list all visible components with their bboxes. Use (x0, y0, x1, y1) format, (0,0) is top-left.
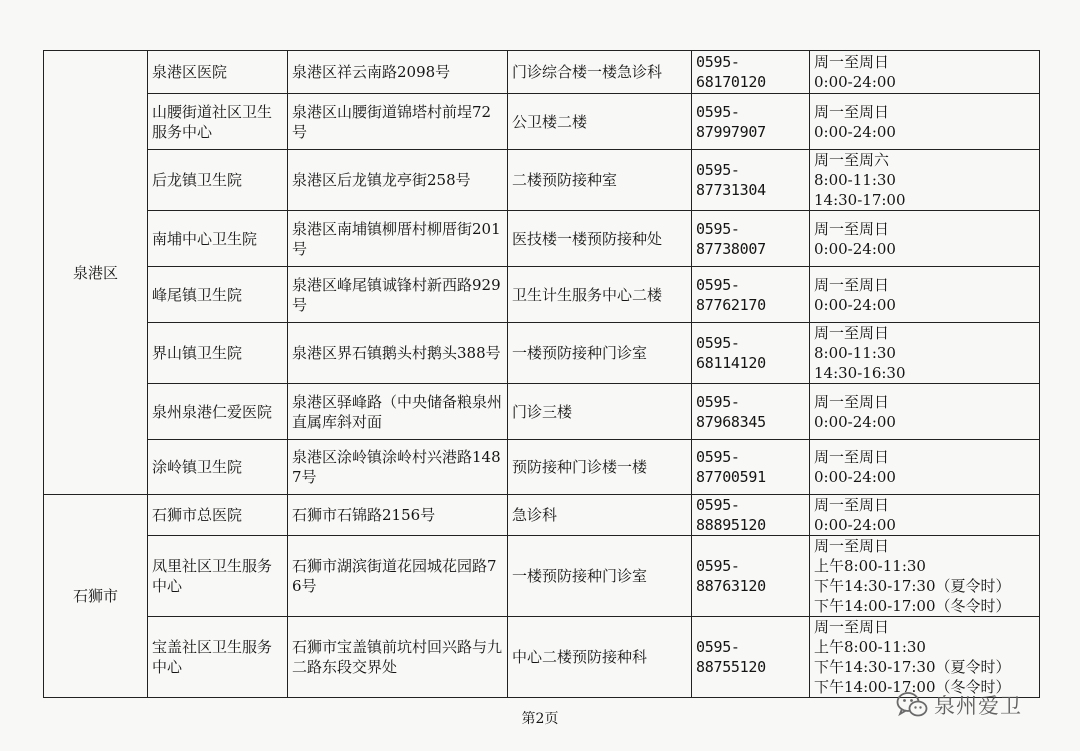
table-row (44, 94, 1040, 150)
hours-cell (810, 440, 1040, 495)
district-cell: 泉港区 (44, 51, 148, 495)
hours-line: 下午14:30-17:30（夏令时） (814, 577, 1011, 595)
hours-line: 下午14:30-17:30（夏令时） (814, 658, 1011, 676)
watermark-text: 泉州爱卫 (934, 694, 1022, 718)
address-cell: 泉港区南埔镇柳厝村柳厝街201号 (288, 211, 508, 267)
hours-cell (810, 384, 1040, 440)
hours-line: 0:00-24:00 (814, 122, 896, 141)
hours-cell (810, 51, 1040, 94)
table-row (44, 267, 1040, 323)
hours-line: 14:30-17:00 (814, 191, 906, 209)
phone-cell: 0595-87700591 (692, 440, 810, 495)
hours-line: 周一至周日 (814, 219, 890, 238)
facility-name-cell: 峰尾镇卫生院 (148, 267, 288, 323)
hours-cell (810, 495, 1040, 536)
hours-cell (810, 150, 1040, 211)
phone-cell: 0595-68170120 (692, 51, 810, 94)
hours-line: 8:00-11:30 (814, 344, 896, 362)
address-cell: 泉港区后龙镇龙亭街258号 (288, 150, 508, 211)
address-cell: 泉港区峰尾镇诚锋村新西路929号 (288, 267, 508, 323)
hours-cell (810, 536, 1040, 617)
department-cell: 中心二楼预防接种科 (508, 617, 692, 698)
facility-name-cell: 涂岭镇卫生院 (148, 440, 288, 495)
hours-cell (810, 617, 1040, 698)
hours-line: 周一至周六 (814, 151, 890, 169)
address-cell: 泉港区山腰街道锦塔村前埕72号 (288, 94, 508, 150)
hours-line: 0:00-24:00 (814, 468, 896, 486)
address-cell: 泉港区涂岭镇涂岭村兴港路1487号 (288, 440, 508, 495)
facility-name-cell: 界山镇卫生院 (148, 323, 288, 384)
hours-cell (810, 267, 1040, 323)
vaccination-sites-table (43, 50, 1040, 698)
hours-line: 周一至周日 (814, 324, 890, 342)
facility-name-cell: 南埔中心卫生院 (148, 211, 288, 267)
table-row (44, 617, 1040, 698)
district-cell: 石狮市 (44, 495, 148, 698)
department-cell: 预防接种门诊楼一楼 (508, 440, 692, 495)
hours-line: 周一至周日 (814, 496, 890, 514)
phone-cell: 0595-88755120 (692, 617, 810, 698)
hours-line: 0:00-24:00 (814, 239, 896, 258)
hours-line: 8:00-11:30 (814, 171, 896, 189)
hours-cell (810, 323, 1040, 384)
address-cell: 泉港区驿峰路（中央储备粮泉州直属库斜对面 (288, 384, 508, 440)
facility-name-cell: 泉港区医院 (148, 51, 288, 94)
facility-name-cell: 泉州泉港仁爱医院 (148, 384, 288, 440)
department-cell: 一楼预防接种门诊室 (508, 323, 692, 384)
hours-cell (810, 94, 1040, 150)
hours-line: 0:00-24:00 (814, 412, 896, 431)
address-cell: 石狮市石锦路2156号 (288, 495, 508, 536)
facility-name-cell: 凤里社区卫生服务中心 (148, 536, 288, 617)
hours-line: 0:00-24:00 (814, 516, 896, 534)
hours-line: 周一至周日 (814, 53, 890, 71)
hours-line: 上午8:00-11:30 (814, 557, 926, 575)
hours-line: 0:00-24:00 (814, 73, 896, 91)
facility-name-cell: 石狮市总医院 (148, 495, 288, 536)
table-row (44, 536, 1040, 617)
phone-cell: 0595-87968345 (692, 384, 810, 440)
hours-line: 上午8:00-11:30 (814, 638, 926, 656)
phone-cell: 0595-87731304 (692, 150, 810, 211)
phone-cell: 0595-88763120 (692, 536, 810, 617)
hours-line: 14:30-16:30 (814, 364, 906, 382)
table-row (44, 150, 1040, 211)
address-cell: 泉港区祥云南路2098号 (288, 51, 508, 94)
hours-line: 周一至周日 (814, 537, 890, 555)
table-row (44, 51, 1040, 94)
facility-name-cell: 山腰街道社区卫生服务中心 (148, 94, 288, 150)
hours-line: 周一至周日 (814, 275, 890, 294)
department-cell: 门诊综合楼一楼急诊科 (508, 51, 692, 94)
facility-name-cell: 宝盖社区卫生服务中心 (148, 617, 288, 698)
hours-line: 周一至周日 (814, 448, 890, 466)
department-cell: 二楼预防接种室 (508, 150, 692, 211)
table-row (44, 495, 1040, 536)
address-cell: 石狮市宝盖镇前坑村回兴路与九二路东段交界处 (288, 617, 508, 698)
table-row (44, 440, 1040, 495)
table-row (44, 384, 1040, 440)
phone-cell: 0595-88895120 (692, 495, 810, 536)
department-cell: 卫生计生服务中心二楼 (508, 267, 692, 323)
page-number: 第2页 (521, 711, 559, 727)
department-cell: 急诊科 (508, 495, 692, 536)
table-row (44, 211, 1040, 267)
phone-cell: 0595-87997907 (692, 94, 810, 150)
facility-name-cell: 后龙镇卫生院 (148, 150, 288, 211)
hours-cell (810, 211, 1040, 267)
address-cell: 泉港区界石镇鹅头村鹅头388号 (288, 323, 508, 384)
hours-line: 周一至周日 (814, 102, 890, 121)
phone-cell: 0595-68114120 (692, 323, 810, 384)
wechat-logo-icon (896, 690, 928, 720)
department-cell: 门诊三楼 (508, 384, 692, 440)
hours-line: 周一至周日 (814, 392, 890, 411)
address-cell: 石狮市湖滨街道花园城花园路76号 (288, 536, 508, 617)
phone-cell: 0595-87762170 (692, 267, 810, 323)
table-body (44, 51, 1040, 698)
hours-line: 0:00-24:00 (814, 295, 896, 314)
phone-cell: 0595-87738007 (692, 211, 810, 267)
department-cell: 医技楼一楼预防接种处 (508, 211, 692, 267)
hours-line: 下午14:00-17:00（冬令时） (814, 597, 1011, 615)
department-cell: 公卫楼二楼 (508, 94, 692, 150)
table-row (44, 323, 1040, 384)
hours-line: 周一至周日 (814, 618, 890, 636)
department-cell: 一楼预防接种门诊室 (508, 536, 692, 617)
watermark (896, 690, 1022, 720)
hours-line: 下午14:00-17:00（冬令时） (814, 678, 1011, 696)
